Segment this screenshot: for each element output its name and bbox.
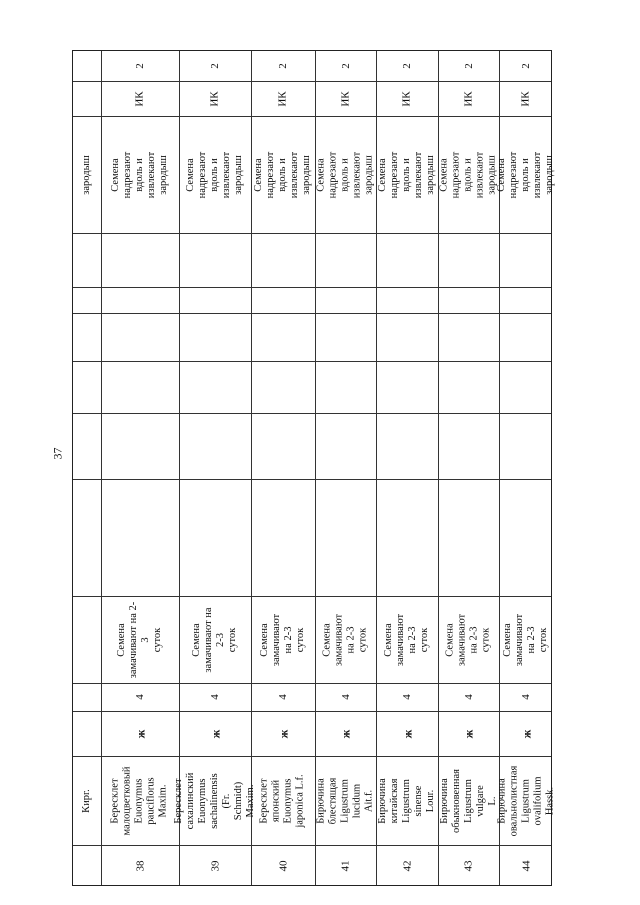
score <box>179 51 251 81</box>
extract-method <box>376 116 438 233</box>
row-divider <box>73 413 551 414</box>
row-number-text: 44 <box>520 860 532 872</box>
code-text: 4 <box>339 694 352 700</box>
method-code <box>251 81 315 116</box>
row-number-text: 39 <box>209 860 221 872</box>
species-name <box>438 756 499 845</box>
species-name-text: Бересклет сахалинский Euonymus sachalinensis (Fr. Schmidt) Maxim. <box>173 772 256 829</box>
row-number-text: 38 <box>134 860 146 872</box>
soak-method-text: Семена замачивают на 2-3 суток <box>259 613 306 666</box>
species-name-text: Бересклет малоцветковый Euonymus pauciflorus Maxim. <box>110 765 169 836</box>
row-divider <box>73 233 551 234</box>
method-code <box>438 81 499 116</box>
row-number <box>376 845 438 887</box>
extract-method <box>179 116 251 233</box>
mark <box>179 711 251 756</box>
score-text: 2 <box>134 63 146 69</box>
soak-method-text: Семена замачивают на 2-3 суток <box>383 613 430 666</box>
mark <box>315 711 376 756</box>
code-text: 4 <box>277 694 289 700</box>
method-code-text: ИК <box>520 90 532 107</box>
extract-method-text: Семена надрезают вдоль и извлекают зародыш <box>438 151 498 198</box>
code <box>376 683 438 711</box>
species-name <box>315 756 376 845</box>
soak-method <box>438 596 499 683</box>
code <box>101 683 179 711</box>
method-code-text: ИК <box>277 90 289 107</box>
method-code <box>101 81 179 116</box>
mark <box>376 711 438 756</box>
mark <box>251 711 315 756</box>
soak-method-text: Семена замачивают на 2-3 суток <box>502 613 549 666</box>
mark-text: ж <box>338 729 353 738</box>
species-name <box>173 756 256 845</box>
row-number <box>315 845 376 887</box>
mark <box>499 711 553 756</box>
extract-method <box>101 116 179 233</box>
code-text: 4 <box>462 694 475 700</box>
row-number <box>251 845 315 887</box>
code-text: 4 <box>209 694 221 700</box>
mark-text: ж <box>518 729 533 738</box>
method-code <box>179 81 251 116</box>
soak-method <box>101 596 179 683</box>
row-divider <box>73 479 551 480</box>
method-code-text: ИК <box>401 90 413 107</box>
row-number-text: 42 <box>401 860 413 872</box>
mark <box>438 711 499 756</box>
row-number <box>499 845 553 887</box>
soak-method-text: Семена замачивают на 2-3 суток <box>191 606 238 673</box>
row-divider <box>73 361 551 362</box>
score-text: 2 <box>277 63 289 69</box>
mark-text: ж <box>207 729 222 738</box>
row-number-text: 40 <box>277 860 289 872</box>
code <box>499 683 553 711</box>
code <box>251 683 315 711</box>
score-text: 2 <box>520 63 532 69</box>
soak-method <box>251 596 315 683</box>
method-code-text: ИК <box>339 90 352 107</box>
score-text: 2 <box>462 63 475 69</box>
extract-method-text: Семена надрезают вдоль и извлекают зародыш <box>377 151 436 198</box>
soak-method <box>315 596 376 683</box>
score-text: 2 <box>401 63 413 69</box>
species-name <box>251 756 315 845</box>
seed-table <box>72 50 555 886</box>
species-name-text: Бирючина овальнолистная Ligustrum ovalifolium Hassk. <box>496 765 555 836</box>
soak-method <box>179 596 251 683</box>
header-embryos <box>73 116 101 233</box>
mark-text: ж <box>399 729 414 738</box>
row-divider <box>73 313 551 314</box>
score <box>101 51 179 81</box>
extract-method <box>496 116 555 233</box>
page-number-text: 37 <box>50 447 65 459</box>
species-name <box>376 756 438 845</box>
species-name <box>496 756 555 845</box>
header-species-text: Кирг. <box>81 788 92 813</box>
mark <box>101 711 179 756</box>
method-code-text: ИК <box>209 90 221 107</box>
row-number <box>179 845 251 887</box>
extract-method-text: Семена надрезают вдоль и извлекают зародыш <box>110 151 169 198</box>
score <box>499 51 553 81</box>
soak-method <box>499 596 553 683</box>
soak-method <box>376 596 438 683</box>
method-code-text: ИК <box>462 90 475 107</box>
extract-method-text: Семена надрезают вдоль и извлекают зародыш <box>253 151 312 198</box>
code-text: 4 <box>401 694 413 700</box>
extract-method <box>438 116 499 233</box>
row-number <box>101 845 179 887</box>
method-code <box>376 81 438 116</box>
soak-method-text: Семена замачивают на 2-3 суток <box>321 613 369 666</box>
mark-text: ж <box>275 729 290 738</box>
species-name <box>101 756 179 845</box>
score <box>376 51 438 81</box>
header-species <box>73 756 101 845</box>
method-code <box>315 81 376 116</box>
mark-text: ж <box>461 729 476 738</box>
species-name-text: Бирючина обыкновенная Ligustrum vulgare L. <box>438 768 498 833</box>
extract-method <box>315 116 376 233</box>
method-code-text: ИК <box>134 90 146 107</box>
extract-method-text: Семена надрезают вдоль и извлекают зародыш <box>315 151 375 198</box>
method-code <box>499 81 553 116</box>
row-divider <box>73 287 551 288</box>
score-text: 2 <box>339 63 352 69</box>
row-number <box>438 845 499 887</box>
extract-method-text: Семена надрезают вдоль и извлекают зародыш <box>496 151 555 198</box>
code <box>438 683 499 711</box>
score <box>438 51 499 81</box>
code <box>315 683 376 711</box>
soak-method-text: Семена замачивают на 2-3 суток <box>444 613 492 666</box>
page-number <box>48 442 68 464</box>
score <box>315 51 376 81</box>
species-name-text: Бересклет японский Euonymus japonica L.f. <box>258 773 306 828</box>
species-name-text: Бирючина китайская Ligustrum sinense Lour. <box>377 777 436 824</box>
soak-method-text: Семена замачивают на 2-3 суток <box>116 601 163 678</box>
mark-text: ж <box>132 729 147 738</box>
header-embryos-text: зародыш <box>81 154 92 195</box>
code-text: 4 <box>520 694 532 700</box>
extract-method <box>251 116 315 233</box>
species-name-text: Бирючина блестящая Ligustrum lucidum Ait.f. <box>315 777 375 824</box>
code-text: 4 <box>134 694 146 700</box>
row-number-text: 43 <box>462 860 475 872</box>
row-number-text: 41 <box>339 860 352 872</box>
score <box>251 51 315 81</box>
extract-method-text: Семена надрезают вдоль и извлекают зародыш <box>185 151 244 198</box>
code <box>179 683 251 711</box>
score-text: 2 <box>209 63 221 69</box>
